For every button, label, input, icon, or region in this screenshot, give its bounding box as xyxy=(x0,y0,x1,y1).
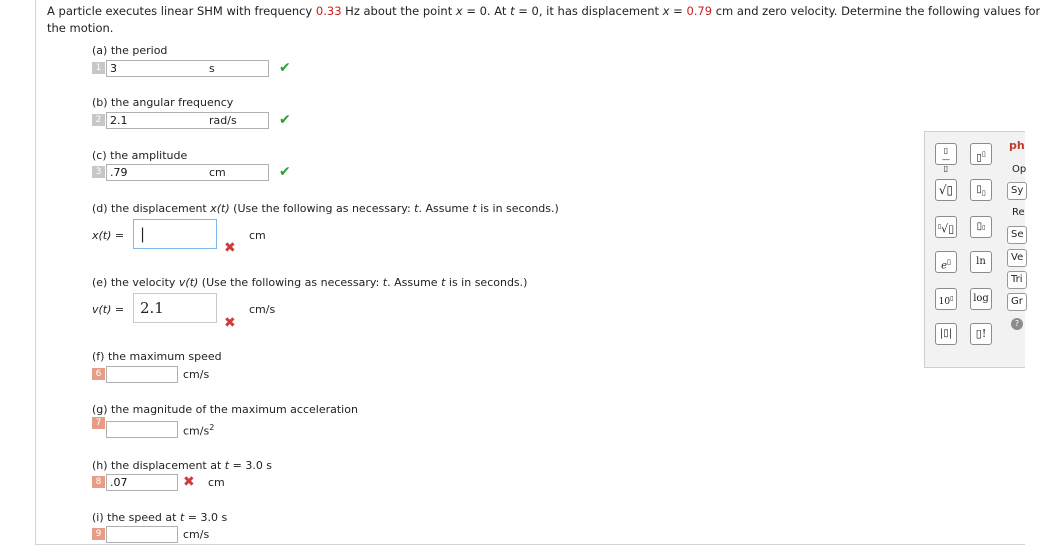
unit-label: cm/s xyxy=(249,303,276,316)
label-text: is in seconds.) xyxy=(476,202,559,215)
label-text: . Assume xyxy=(387,276,442,289)
unit-label: rad/s xyxy=(209,114,237,127)
velocity-function-input[interactable]: 2.1 xyxy=(133,293,217,323)
math-palette xyxy=(924,131,1025,368)
variable-t: t xyxy=(224,459,230,472)
variable-t: t xyxy=(441,276,446,289)
unit-label: s xyxy=(209,62,215,75)
displacement-function-input[interactable]: | xyxy=(133,219,217,249)
palette-side-ve[interactable]: Ve xyxy=(1007,249,1027,267)
power-of-ten-button[interactable]: 10▯ xyxy=(935,288,957,310)
part-a-label: (a) the period xyxy=(92,44,168,57)
label-text: = 3.0 s xyxy=(229,459,273,472)
help-icon[interactable]: ? xyxy=(1011,318,1023,330)
velocity-fn-prefix xyxy=(92,303,124,316)
frequency-value: 0.33 xyxy=(315,4,342,18)
question-number: 1 xyxy=(92,62,105,74)
function-name: v(t) xyxy=(178,276,199,289)
function-name: x(t) xyxy=(92,229,112,242)
unit-label: cm xyxy=(249,229,266,242)
cross-icon: ✖ xyxy=(224,315,236,331)
sqrt-button[interactable]: √▯ xyxy=(935,179,957,201)
palette-side-gr[interactable]: Gr xyxy=(1007,293,1027,311)
check-icon: ✔ xyxy=(279,60,291,76)
variable-x: x xyxy=(662,4,670,18)
fraction-button[interactable]: ▯ — ▯ xyxy=(935,143,957,165)
problem-text: = xyxy=(669,4,687,18)
part-d-label xyxy=(92,202,559,215)
label-text: is in seconds.) xyxy=(445,276,528,289)
log-button[interactable]: log xyxy=(970,288,992,310)
function-name: v(t) xyxy=(92,303,112,316)
problem-text: = 0. At xyxy=(462,4,511,18)
problem-text: A particle executes linear SHM with frequency xyxy=(47,4,316,18)
question-number: 3 xyxy=(92,166,105,178)
displacement-fn-prefix xyxy=(92,229,124,242)
variable-x: x xyxy=(455,4,463,18)
unit-label: cm/s xyxy=(183,528,210,541)
label-text: (Use the following as necessary: xyxy=(198,276,383,289)
palette-side-re[interactable]: Re xyxy=(1012,207,1025,218)
sub-superscript-button[interactable]: ▯▯ xyxy=(970,216,992,238)
angular-frequency-input[interactable]: 2.1 xyxy=(106,112,269,129)
unit-text: cm/s xyxy=(183,424,210,438)
displacement-at-3s-input[interactable]: .07 xyxy=(106,474,178,491)
cross-icon: ✖ xyxy=(183,474,195,490)
part-c-label: (c) the amplitude xyxy=(92,149,188,162)
question-number: 9 xyxy=(92,528,105,540)
unit-label xyxy=(183,423,214,438)
unit-label: cm/s xyxy=(183,368,210,381)
nth-root-button[interactable]: ▯√▯ xyxy=(935,216,957,238)
part-f-label: (f) the maximum speed xyxy=(92,350,222,363)
ten-label: 10 xyxy=(938,297,951,307)
exp-label: e xyxy=(941,260,948,272)
displacement-value: 0.79 xyxy=(686,4,713,18)
max-acceleration-input[interactable] xyxy=(106,421,178,438)
exp-button[interactable]: e▯ xyxy=(935,251,957,273)
label-text: (Use the following as necessary: xyxy=(229,202,415,215)
palette-side-heading: ph xyxy=(1009,139,1025,152)
abs-button[interactable]: |▯| xyxy=(935,323,957,345)
equals-sign: = xyxy=(114,229,125,242)
period-input[interactable]: 3 xyxy=(106,60,269,77)
check-icon: ✔ xyxy=(279,112,291,128)
label-text: (h) the displacement at xyxy=(92,459,225,472)
function-name: x(t) xyxy=(210,202,230,215)
superscript-button[interactable]: ▯▯ xyxy=(970,143,992,165)
palette-side-sy[interactable]: Sy xyxy=(1007,182,1027,200)
question-number: 6 xyxy=(92,368,105,380)
part-g-label: (g) the magnitude of the maximum acceleration xyxy=(92,403,358,416)
label-text: = 3.0 s xyxy=(184,511,228,524)
factorial-label: ! xyxy=(981,327,987,340)
problem-text: = 0, it has displacement xyxy=(514,4,663,18)
max-speed-input[interactable] xyxy=(106,366,178,383)
question-number: 7 xyxy=(92,417,105,429)
variable-t: t xyxy=(414,202,419,215)
part-i-label xyxy=(92,511,227,524)
variable-t: t xyxy=(510,4,515,18)
palette-side-op[interactable]: Op xyxy=(1012,164,1027,175)
label-text: (d) the displacement xyxy=(92,202,211,215)
palette-side-tri[interactable]: Tri xyxy=(1007,271,1027,289)
ln-button[interactable]: ln xyxy=(970,251,992,273)
speed-at-3s-input[interactable] xyxy=(106,526,178,543)
label-text: . Assume xyxy=(418,202,473,215)
unit-label: cm xyxy=(209,166,226,179)
check-icon: ✔ xyxy=(279,164,291,180)
unit-exponent: 2 xyxy=(209,423,215,432)
variable-t: t xyxy=(382,276,388,289)
problem-statement xyxy=(47,4,1040,18)
factorial-button[interactable]: ▯! xyxy=(970,323,992,345)
variable-t: t xyxy=(472,202,477,215)
unit-label: cm xyxy=(208,476,225,489)
problem-statement-line2: the motion. xyxy=(47,21,114,35)
part-h-label xyxy=(92,459,272,472)
variable-t: t xyxy=(179,511,185,524)
question-number: 2 xyxy=(92,114,105,126)
problem-text: Hz about the point xyxy=(341,4,456,18)
part-e-label xyxy=(92,276,527,289)
cross-icon: ✖ xyxy=(224,240,236,256)
label-text: (e) the velocity xyxy=(92,276,179,289)
question-number: 8 xyxy=(92,476,105,488)
problem-text: cm and zero velocity. Determine the following values for xyxy=(712,4,1040,18)
equals-sign: = xyxy=(114,303,125,316)
subscript-button[interactable]: $▯_▯$ xyxy=(970,179,992,201)
amplitude-input[interactable]: .79 xyxy=(106,164,269,181)
label-text: (i) the speed at xyxy=(92,511,180,524)
part-b-label: (b) the angular frequency xyxy=(92,96,234,109)
palette-side-se[interactable]: Se xyxy=(1007,226,1027,244)
